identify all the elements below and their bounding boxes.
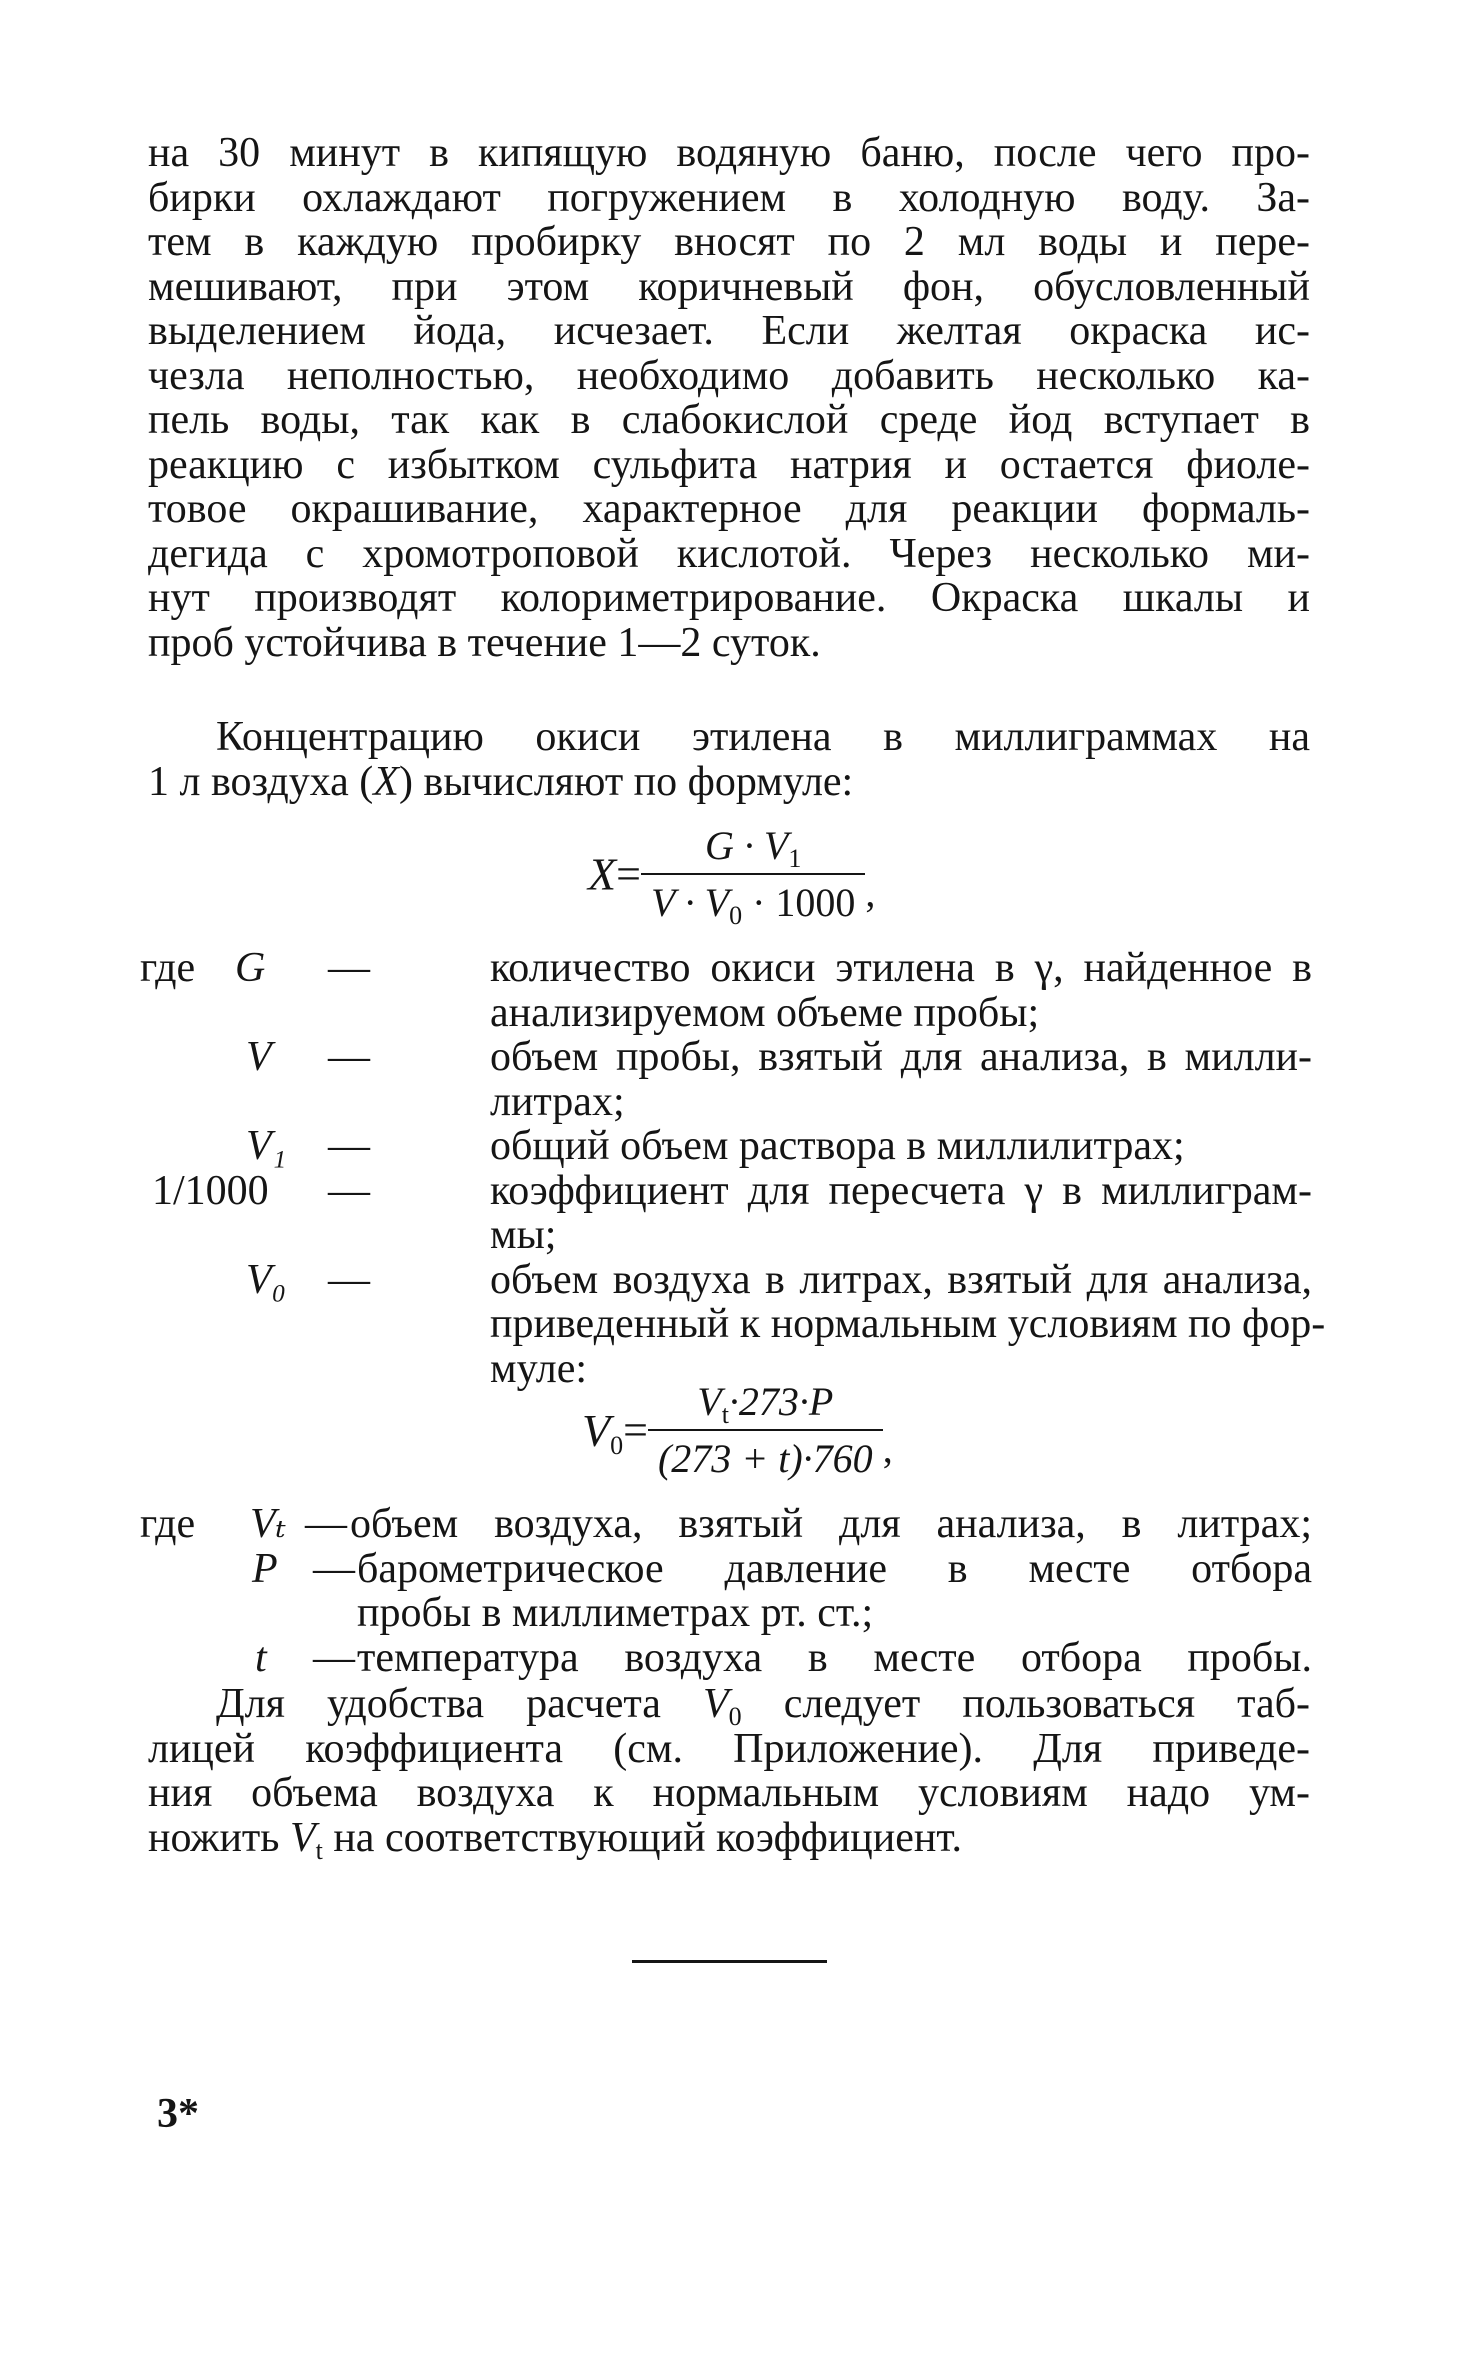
definition-text: общий объем раствора в миллилитрах; (490, 1123, 1185, 1169)
definition-text: объем воздуха в литрах, взятый для анализа, (490, 1256, 1312, 1303)
formula-fraction (648, 1378, 883, 1482)
definition-text: объем пробы, взятый для анализа, в милли- (490, 1034, 1312, 1080)
definition-prefix: 1/1000 (152, 1167, 269, 1214)
definition-dash: — (328, 1034, 370, 1080)
definition-text: барометрическое давление в месте отбора (357, 1545, 1312, 1592)
definition-text: анализируемом объеме пробы; (490, 989, 1040, 1036)
definition-row (140, 1591, 1312, 1636)
formula-equals: = (623, 1405, 648, 1455)
definition-symbol: V₁ (246, 1123, 287, 1169)
text-line: товое окрашивание, характерное для реакции формаль- (148, 486, 1310, 532)
subscript: 0 (729, 901, 743, 930)
formula-numerator (641, 822, 865, 875)
definition-row (140, 1301, 1326, 1347)
denominator-text: V · V (650, 880, 730, 925)
definition-dash: — (328, 945, 370, 991)
text-span: на соответствующий коэффициент. (322, 1814, 963, 1861)
section-divider (632, 1960, 827, 1963)
text-line: ния объема воздуха к нормальным условиям надо ум- (148, 1770, 1310, 1816)
definition-text: коэффициент для пересчета γ в миллиграм- (490, 1167, 1312, 1214)
text-line: дегида с хромотроповой кислотой. Через несколько ми- (148, 530, 1310, 577)
definition-row (140, 1035, 1312, 1080)
formula-concentration (588, 822, 876, 930)
text-line: пель воды, так как в слабокислой среде йод вступает в (148, 397, 1310, 443)
definition-symbol: Vₜ (250, 1501, 287, 1547)
formula-equals: = (616, 849, 641, 899)
definitions-2 (140, 1502, 1312, 1680)
formula-denominator (641, 875, 865, 930)
paragraph-3 (148, 1681, 1311, 1865)
formula-tail: , (882, 1425, 893, 1471)
definition-symbol: t (255, 1634, 267, 1681)
text-line: выделением йода, исчезает. Если желтая окраска ис- (148, 308, 1310, 354)
definition-row (140, 1547, 1312, 1592)
numerator-text: G · V (705, 823, 789, 868)
definition-dash: — (305, 1501, 347, 1547)
definition-dash: — (313, 1634, 355, 1681)
definition-row (140, 1213, 1312, 1258)
definition-text: температура воздуха в месте отбора пробы. (357, 1634, 1312, 1681)
text-span: ножить (148, 1814, 290, 1861)
text-span: следует пользоваться таб- (741, 1681, 1311, 1727)
text-line (148, 1681, 1311, 1731)
text-line: проб устойчива в течение 1—2 суток. (148, 619, 821, 666)
subscript: 1 (788, 844, 802, 873)
definition-dash: — (328, 1256, 370, 1303)
subscript: t (721, 1400, 729, 1429)
formula-lhs (582, 1404, 624, 1460)
text-line: Концентрацию окиси этилена в миллиграммах на (216, 714, 1310, 760)
definition-text: объем воздуха, взятый для анализа, в литрах; (350, 1501, 1312, 1547)
definition-row (140, 1124, 1312, 1169)
subscript: t (315, 1835, 323, 1865)
paragraph-2 (148, 715, 1310, 804)
formula-fraction (641, 822, 865, 930)
definition-row (140, 1502, 1312, 1547)
formula-numerator (648, 1378, 883, 1431)
formula-volume (582, 1378, 893, 1482)
definition-symbol: G (235, 945, 266, 991)
definition-text: мы; (490, 1212, 557, 1258)
definition-text: количество окиси этилена в γ, найденное в (490, 945, 1312, 991)
formula-lhs: X (588, 848, 617, 900)
numerator-text: ·273·P (728, 1379, 834, 1424)
lhs-symbol: V (582, 1404, 611, 1456)
text-line: тем в каждую пробирку вносят по 2 мл воды и пере- (148, 219, 1310, 265)
definitions-1 (140, 945, 1326, 1392)
definition-text: муле: (490, 1345, 588, 1392)
definition-row (140, 1258, 1312, 1303)
definition-row (140, 991, 1312, 1036)
text-span: ) вычисляют по формуле: (398, 758, 854, 805)
definition-text: приведенный к нормальным условиям по фор- (490, 1301, 1326, 1347)
text-line: бирки охлаждают погружением в холодную воду. За- (148, 174, 1310, 221)
denominator-text: · 1000 (742, 880, 856, 925)
text-line: лицей коэффициента (см. Приложение). Для приведе- (148, 1725, 1310, 1772)
definition-dash: — (328, 1167, 370, 1214)
definition-dash: — (313, 1545, 355, 1592)
text-line: на 30 минут в кипящую водяную баню, после чего про- (148, 130, 1310, 176)
definition-symbol: P (252, 1545, 278, 1592)
definition-row (140, 1080, 1312, 1125)
definition-row (140, 946, 1312, 991)
denominator-text: (273 + t)·760 (657, 1436, 873, 1481)
variable-x: X (373, 758, 399, 805)
definition-dash: — (328, 1123, 370, 1169)
definition-symbol: V (246, 1034, 272, 1080)
paragraph-1 (148, 131, 1310, 665)
numerator-text: V (697, 1379, 722, 1424)
text-span: Для удобства расчета (216, 1681, 703, 1727)
text-line: чезла неполностью, необходимо добавить несколько ка- (148, 352, 1310, 399)
definition-text: пробы в миллиметрах рт. ст.; (357, 1590, 874, 1636)
text-line (148, 760, 1310, 805)
definition-prefix: где (140, 945, 196, 991)
definition-row (140, 1636, 1312, 1681)
formula-tail: , (865, 869, 876, 915)
definition-text: литрах; (490, 1078, 625, 1125)
subscript: 0 (610, 1430, 624, 1460)
definition-row (140, 1169, 1312, 1214)
subscript: 0 (728, 1702, 742, 1731)
variable-v: V (702, 1681, 729, 1727)
text-span: 1 л воздуха ( (148, 758, 374, 805)
formula-denominator (648, 1431, 883, 1482)
page-number: 3* (157, 2091, 199, 2137)
text-line: нут производят колориметрирование. Окраска шкалы и (148, 575, 1310, 621)
text-line (148, 1814, 1310, 1865)
definition-prefix: где (140, 1501, 196, 1547)
text-line: мешивают, при этом коричневый фон, обусловленный (148, 263, 1310, 310)
text-line: реакцию с избытком сульфита натрия и остается фиоле- (148, 441, 1310, 488)
variable-v: V (289, 1814, 316, 1861)
definition-symbol: V₀ (246, 1256, 287, 1303)
